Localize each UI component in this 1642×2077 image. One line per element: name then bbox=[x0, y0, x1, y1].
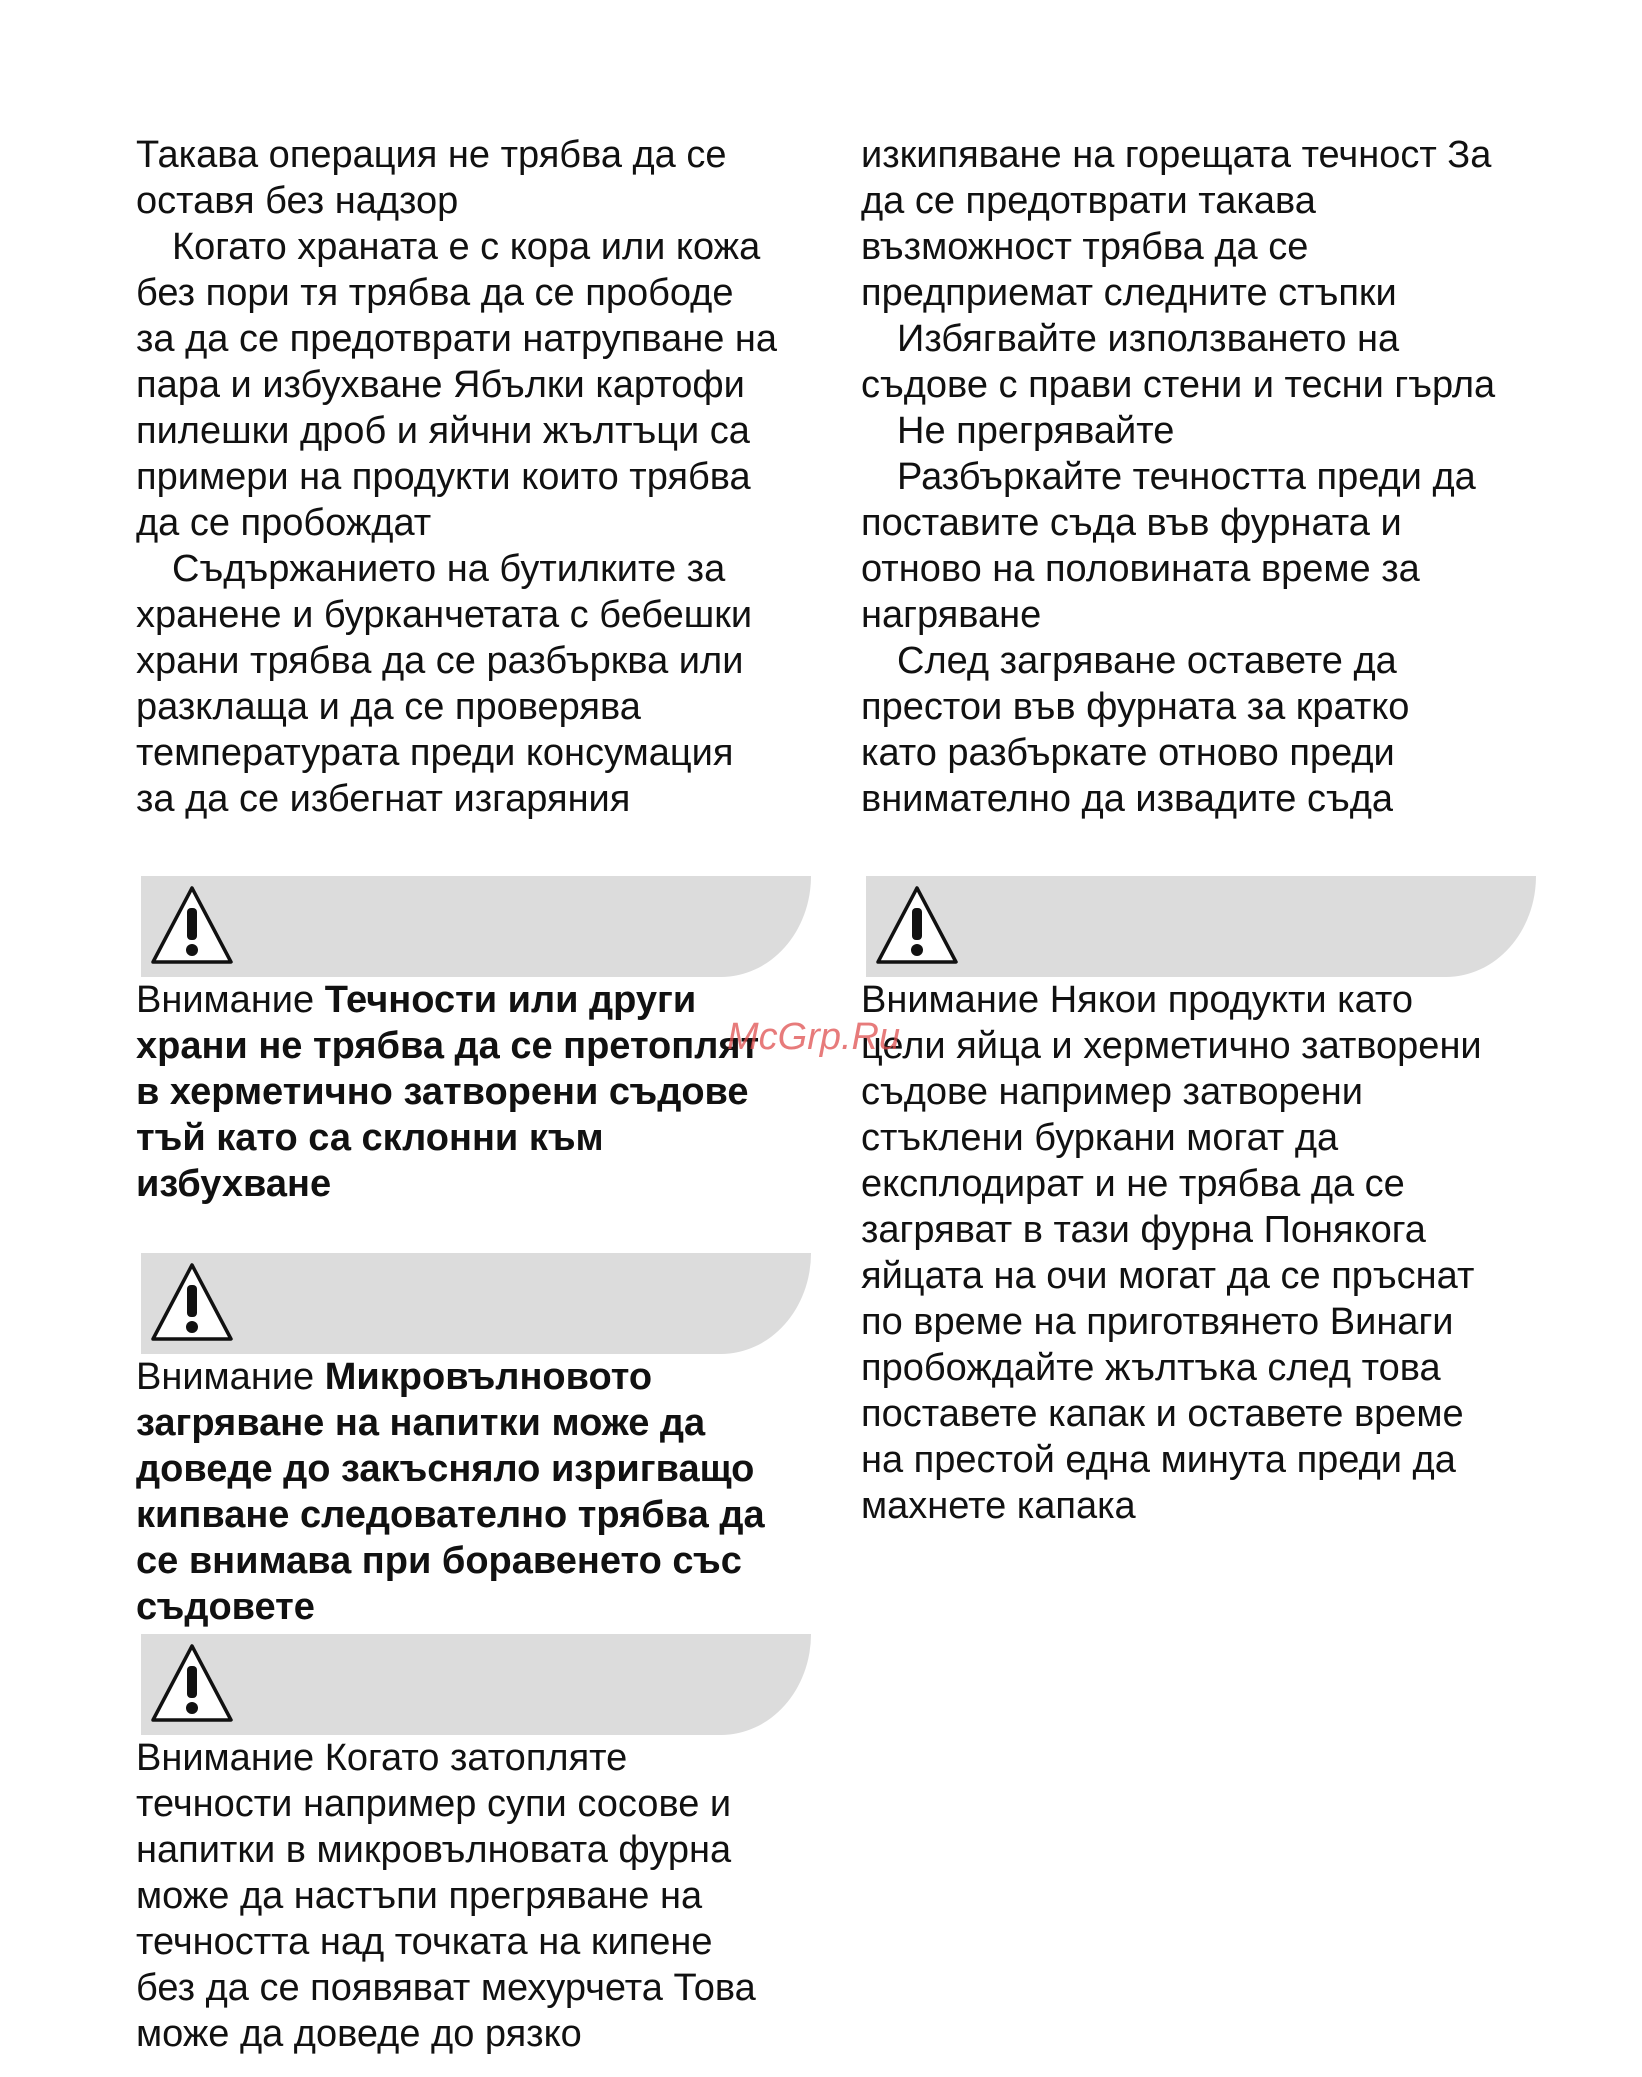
warning-delayed-boiling bbox=[136, 1354, 826, 1630]
warning-label: Внимание bbox=[136, 979, 325, 1021]
warning-banner-3 bbox=[141, 1634, 811, 1735]
warning-superheating: Внимание Когато затопляте течности например супи сосове и напитки в микровълновата фурна може да настъпи прегряване на течността над точката на кипене без да се появяват мехурчета Това може да доведе до рязко bbox=[136, 1737, 756, 2055]
paragraph-stir-liquid: Разбъркайте течността преди да поставите съда във фурната и отново на половината време за нагряване bbox=[861, 456, 1476, 636]
paragraph-pierce-skin: Когато храната е с кора или кожа без пори тя трябва да се прободе за да се предотврати натрупване на пара и избухване Ябълки картофи пилешки дроб и яйчни жълтъци са примери на продукти които трябва да се пробождат bbox=[136, 226, 778, 544]
paragraph-avoid-narrow-necks: Избягвайте използването на съдове с прави стени и тесни гърла bbox=[861, 318, 1496, 406]
paragraph-do-not-overheat: Не прегрявайте bbox=[897, 410, 1175, 452]
paragraph-baby-bottles: Съдържанието на бутилките за хранене и бурканчетата с бебешки храни трябва да се разбърква или разклаща и да се проверява температурата преди консумация за да се избегнат изгаряния bbox=[136, 548, 753, 820]
paragraph-let-stand: След загряване оставете да престои във фурната за кратко като разбъркате отново преди внимателно да извадите съда bbox=[861, 640, 1410, 820]
watermark: McGrp.Ru bbox=[727, 1016, 901, 1058]
paragraph-supervision: Такава операция не трябва да се оставя без надзор bbox=[136, 134, 727, 222]
warning-triangle-icon bbox=[149, 1261, 235, 1345]
warning-banner-4 bbox=[866, 876, 1536, 977]
warning-sealed-containers bbox=[136, 977, 826, 1207]
warning-bold-text: Микровълновото загряване на напитки може да доведе до закъсняло изригващо кипване следователно трябва да се внимава при боравенето със съдовете bbox=[136, 1356, 765, 1628]
warning-triangle-icon bbox=[874, 884, 960, 968]
warning-triangle-icon bbox=[149, 1642, 235, 1726]
warning-bold-text: Течности или други храни не трябва да се претоплят в херметично затворени съдове тъй като са склонни към избухване bbox=[136, 979, 760, 1205]
warning-label: Внимание bbox=[136, 1356, 325, 1398]
warning-banner-1 bbox=[141, 876, 811, 977]
left-column bbox=[136, 132, 826, 2057]
paragraph-boiling-over: изкипяване на горещата течност За да се предотврати такава възможност трябва да се предприемат следните стъпки bbox=[861, 134, 1492, 314]
warning-triangle-icon bbox=[149, 884, 235, 968]
warning-banner-2 bbox=[141, 1253, 811, 1354]
right-column bbox=[861, 132, 1551, 1529]
warning-eggs-explode: Внимание Някои продукти като цели яйца и херметично затворени съдове например затворени стъклени буркани могат да експлодират и не трябва да се загряват в тази фурна Понякога яйцата на очи могат да се пръснат по време на приготвянето Винаги пробождайте жълтъка след това поставете капак и оставете време на престой една минута преди да махнете капака bbox=[861, 979, 1482, 1527]
